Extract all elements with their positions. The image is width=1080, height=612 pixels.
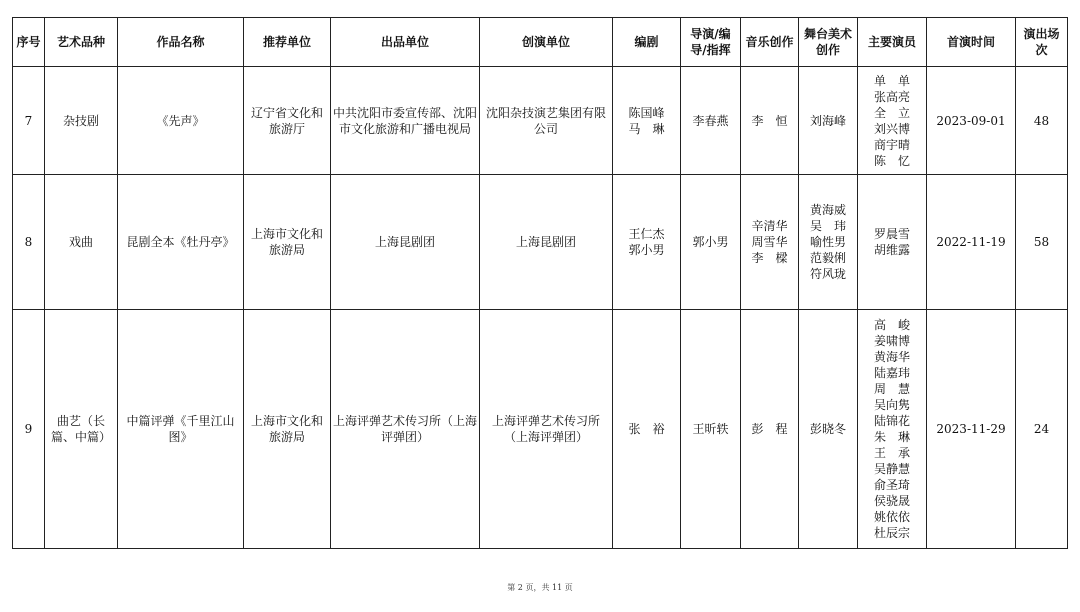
name-line: 侯骁晟 [873, 494, 910, 508]
stage-art-list [810, 421, 846, 437]
page-footer: 第 2 页，共 11 页 [507, 583, 573, 592]
name-line: 喻性男 [809, 235, 846, 249]
name-line: 全 立 [873, 105, 910, 120]
name-line: 罗晨雪 [873, 227, 910, 241]
name-line: 彭 程 [751, 422, 788, 436]
directors-list [692, 113, 728, 129]
name-line: 符风珑 [809, 267, 846, 281]
cell-type: 曲艺（长篇、中篇） [45, 310, 118, 549]
directors-list [692, 234, 728, 250]
header-performer-unit: 创演单位 [480, 18, 613, 67]
music-list [751, 113, 787, 129]
music-list [751, 218, 787, 266]
cell-no: 9 [13, 310, 45, 549]
actors-list [874, 226, 910, 258]
header-premiere: 首演时间 [927, 18, 1016, 67]
name-line: 姜啸博 [873, 334, 910, 348]
cell-music [741, 175, 799, 310]
cell-recommender: 辽宁省文化和旅游厅 [244, 67, 331, 175]
header-stage-art: 舞台美术创作 [799, 18, 858, 67]
name-line: 俞圣琦 [873, 478, 910, 492]
cell-writers [613, 310, 681, 549]
header-row [13, 18, 1068, 67]
name-line: 姚依依 [873, 510, 910, 524]
writers-list [628, 105, 664, 137]
cell-premiere: 2022-11-19 [927, 175, 1016, 310]
cell-stage-art [799, 67, 858, 175]
actors-list [874, 73, 910, 169]
name-line: 郭小男 [692, 235, 729, 249]
name-line: 马 琳 [628, 121, 665, 136]
header-music: 音乐创作 [741, 18, 799, 67]
cell-shows: 48 [1016, 67, 1068, 175]
cell-title: 昆剧全本《牡丹亭》 [118, 175, 244, 310]
name-line: 杜辰宗 [873, 526, 910, 540]
cell-title: 中篇评弹《千里江山图》 [118, 310, 244, 549]
name-line: 刘兴博 [873, 121, 910, 136]
stage-art-list [810, 113, 846, 129]
cell-directors [681, 67, 741, 175]
cell-stage-art [799, 175, 858, 310]
cell-performer-unit: 沈阳杂技演艺集团有限公司 [480, 67, 613, 175]
stage-art-list [810, 202, 846, 282]
cell-type: 戏曲 [45, 175, 118, 310]
directors-list [692, 421, 728, 437]
name-line: 陆嘉玮 [873, 366, 910, 380]
table-row [13, 67, 1068, 175]
name-line: 陈 忆 [873, 153, 910, 168]
name-line: 刘海峰 [809, 113, 846, 128]
header-recommender: 推荐单位 [244, 18, 331, 67]
name-line: 李 樑 [751, 251, 788, 265]
name-line: 郭小男 [628, 243, 665, 257]
cell-actors [858, 175, 927, 310]
cell-no: 8 [13, 175, 45, 310]
cell-performer-unit: 上海昆剧团 [480, 175, 613, 310]
header-writers: 编剧 [613, 18, 681, 67]
table-row [13, 310, 1068, 549]
name-line: 单 单 [873, 73, 910, 88]
name-line: 黄海华 [873, 350, 910, 364]
cell-title: 《先声》 [118, 67, 244, 175]
cell-actors [858, 67, 927, 175]
name-line: 王 承 [873, 446, 910, 460]
name-line: 辛清华 [751, 219, 788, 233]
cell-recommender: 上海市文化和旅游局 [244, 310, 331, 549]
name-line: 胡维露 [873, 243, 910, 257]
cell-stage-art [799, 310, 858, 549]
name-line: 王仁杰 [628, 227, 665, 241]
cell-directors [681, 175, 741, 310]
music-list [751, 421, 787, 437]
header-actors: 主要演员 [858, 18, 927, 67]
name-line: 李春燕 [692, 113, 729, 128]
name-line: 吴静慧 [873, 462, 910, 476]
cell-no: 7 [13, 67, 45, 175]
cell-type: 杂技剧 [45, 67, 118, 175]
cell-writers [613, 67, 681, 175]
cell-producer: 上海昆剧团 [331, 175, 480, 310]
table-row [13, 175, 1068, 310]
name-line: 陈国峰 [628, 105, 665, 120]
cell-producer: 中共沈阳市委宣传部、沈阳市文化旅游和广播电视局 [331, 67, 480, 175]
name-line: 陆锦花 [873, 414, 910, 428]
header-shows: 演出场次 [1016, 18, 1068, 67]
header-producer: 出品单位 [331, 18, 480, 67]
actors-list [874, 317, 910, 541]
name-line: 周 慧 [873, 382, 910, 396]
cell-music [741, 67, 799, 175]
cell-writers [613, 175, 681, 310]
cell-shows: 58 [1016, 175, 1068, 310]
cell-performer-unit: 上海评弹艺术传习所（上海评弹团） [480, 310, 613, 549]
writers-list [628, 421, 664, 437]
name-line: 李 恒 [751, 113, 788, 128]
writers-list [628, 226, 664, 258]
name-line: 彭晓冬 [809, 422, 846, 436]
name-line: 王昕轶 [692, 422, 729, 436]
cell-premiere: 2023-09-01 [927, 67, 1016, 175]
cell-shows: 24 [1016, 310, 1068, 549]
name-line: 朱 琳 [873, 430, 910, 444]
header-no: 序号 [13, 18, 45, 67]
name-line: 黄海威 [809, 203, 846, 217]
name-line: 吴向隽 [873, 398, 910, 412]
name-line: 吴 玮 [809, 219, 846, 233]
name-line: 张高亮 [873, 89, 910, 104]
name-line: 商宇晴 [873, 137, 910, 152]
name-line: 高 峻 [873, 318, 910, 332]
cell-premiere: 2023-11-29 [927, 310, 1016, 549]
name-line: 张 裕 [628, 422, 665, 436]
name-line: 周雪华 [751, 235, 788, 249]
cell-directors [681, 310, 741, 549]
header-type: 艺术品种 [45, 18, 118, 67]
cell-actors [858, 310, 927, 549]
header-directors: 导演/编导/指挥 [681, 18, 741, 67]
cell-recommender: 上海市文化和旅游局 [244, 175, 331, 310]
cell-producer: 上海评弹艺术传习所（上海评弹团） [331, 310, 480, 549]
works-table [12, 17, 1068, 549]
header-title: 作品名称 [118, 18, 244, 67]
name-line: 范毅俐 [809, 251, 846, 265]
cell-music [741, 310, 799, 549]
